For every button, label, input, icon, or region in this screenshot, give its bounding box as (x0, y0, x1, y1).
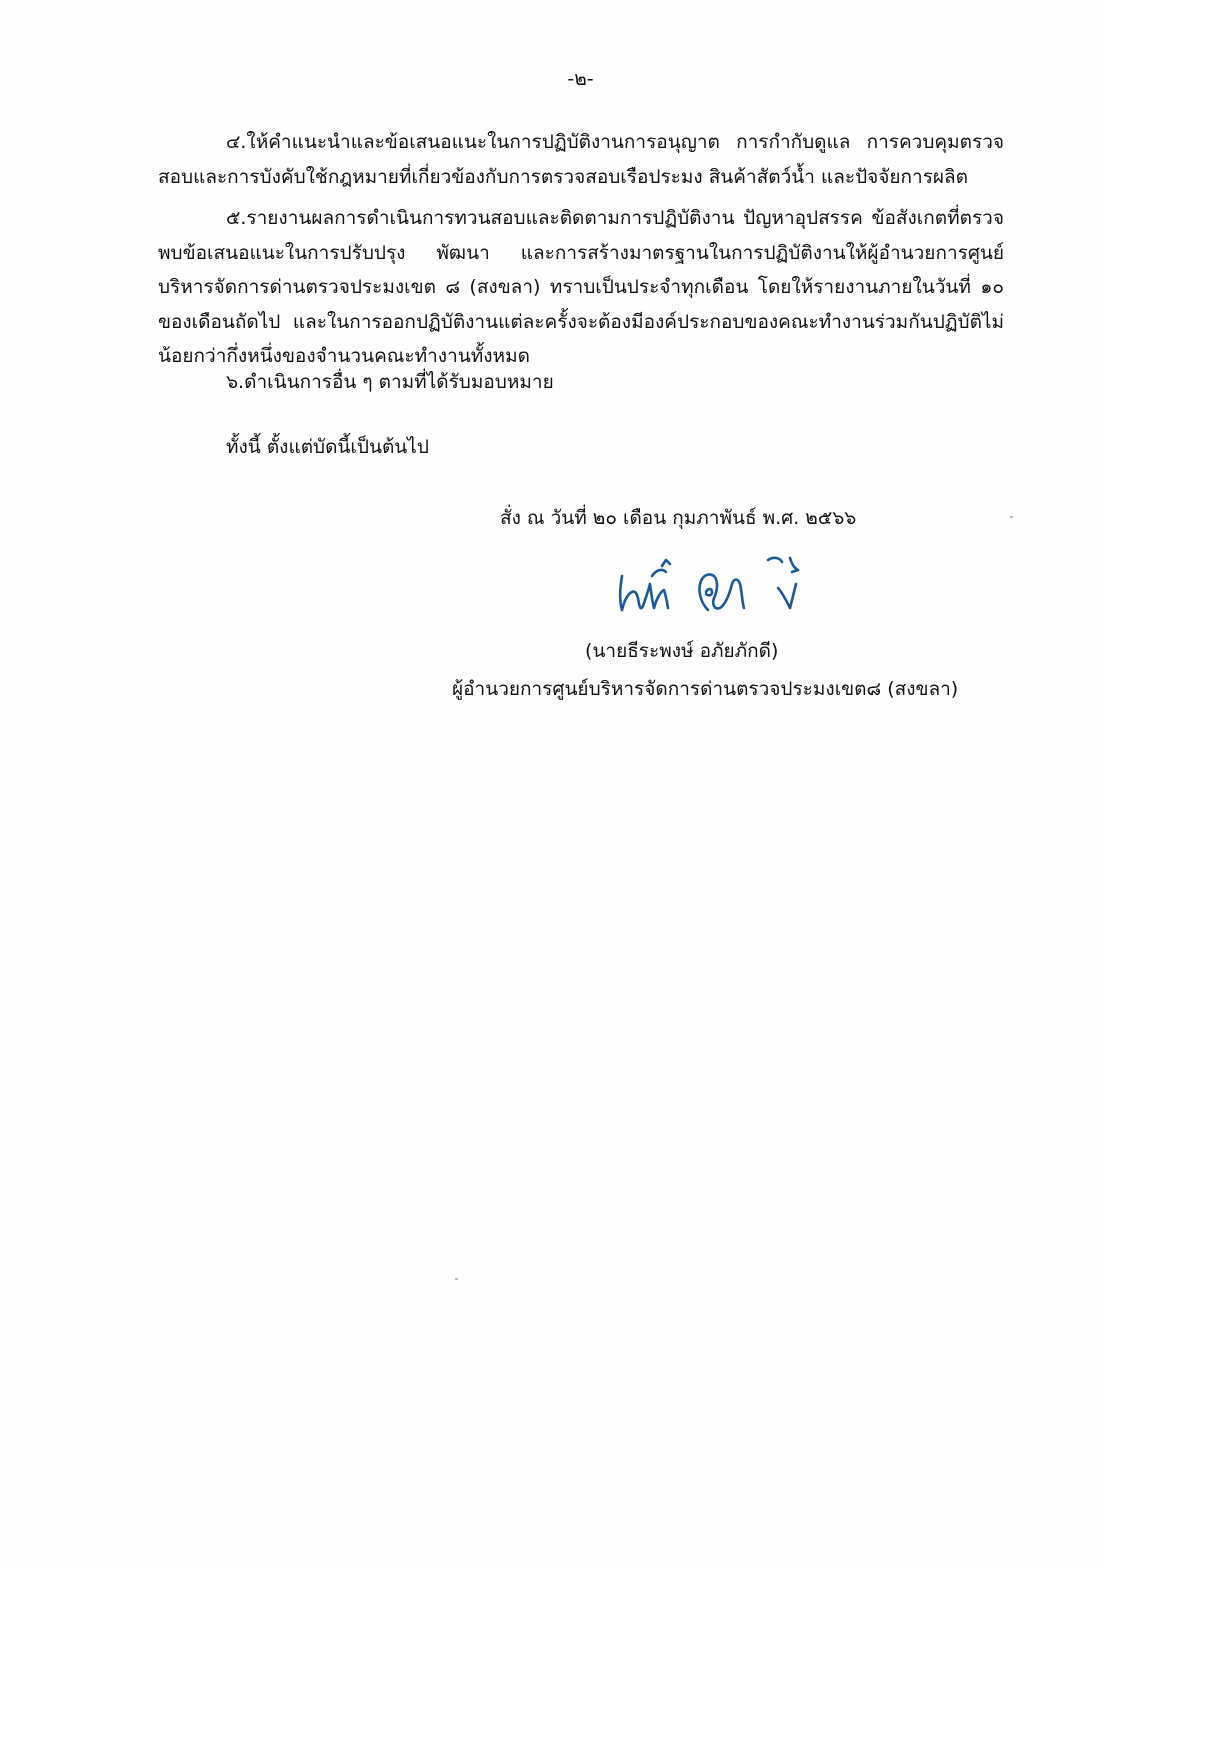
paragraph-item-6: ๖.ดำเนินการอื่น ๆ ตามที่ได้รับมอบหมาย (226, 371, 554, 393)
signature-stroke (662, 560, 670, 566)
paragraph-item-5: ๕.รายงานผลการดำเนินการทวนสอบและติดตามการปฏิบัติงาน ปัญหาอุปสรรค ข้อสังเกตที่ตรวจพบข้อเสนอแนะในการปรับปรุง พัฒนา และการสร้างมาตรฐานในการปฏิบัติงานให้ผู้อำนวยการศูนย์บริหารจัดการด่านตรวจประมงเขต ๘ (สงขลา) ทราบเป็นประจำทุกเดือน โดยให้รายงานภายในวันที่ ๑๐ ของเดือนถัดไป และในการออกปฏิบัติงานแต่ละครั้งจะต้องมีองค์ประกอบของคณะทำงานร่วมกันปฏิบัติไม่น้อยกว่ากึ่งหนึ่งของจำนวนคณะทำงานทั้งหมด (158, 207, 1004, 367)
scan-speck (455, 1278, 458, 1280)
effective-clause: ทั้งนี้ ตั้งแต่บัดนี้เป็นต้นไป (226, 436, 429, 458)
handwritten-signature (608, 548, 818, 628)
signature-stroke (620, 576, 668, 610)
order-date: สั่ง ณ วันที่ ๒๐ เดือน กุมภาพันธ์ พ.ศ. ๒๕๖๖ (500, 507, 857, 529)
signature-stroke (790, 558, 798, 572)
signature-stroke (778, 584, 796, 608)
signature-stroke (706, 589, 712, 595)
page-number: -๒- (567, 68, 594, 90)
scan-speck (1010, 516, 1013, 518)
signature-stroke (652, 570, 666, 576)
signature-stroke (768, 558, 782, 562)
signer-title: ผู้อำนวยการศูนย์บริหารจัดการด่านตรวจประมงเขต๘ (สงขลา) (452, 678, 959, 700)
signer-name: (นายธีระพงษ์ อภัยภักดี) (585, 640, 779, 662)
paragraph-item-4: ๔.ให้คำแนะนำและข้อเสนอแนะในการปฏิบัติงานการอนุญาต การกำกับดูแล การควบคุมตรวจสอบและการบังคับใช้กฎหมายที่เกี่ยวข้องกับการตรวจสอบเรือประมง สินค้าสัตว์น้ำ และปัจจัยการผลิต (158, 131, 1004, 188)
